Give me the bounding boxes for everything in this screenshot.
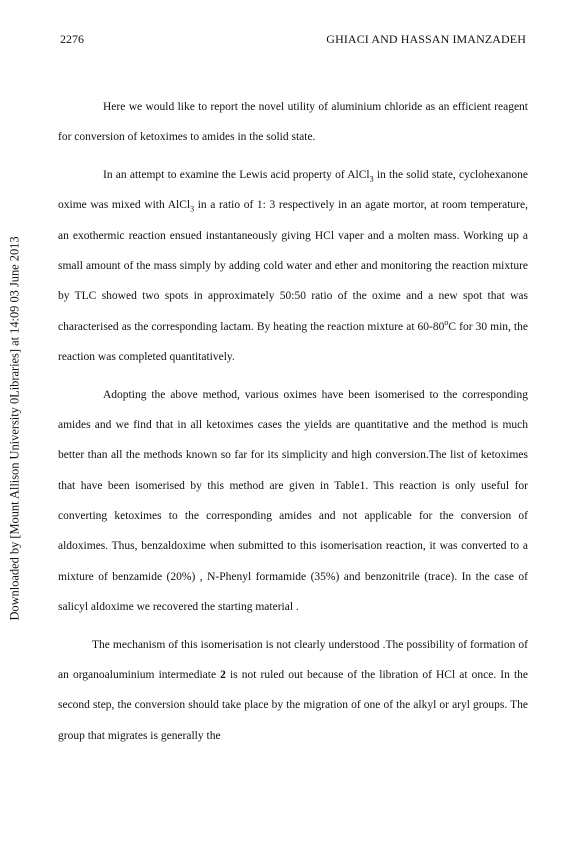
paragraph-4-part-a: The mechanism of this isomerisation is not clearly understood .The possibility of formation of an organoaluminium intermediate xyxy=(58,638,528,682)
paragraph-2-part-c: in a ratio of 1: 3 respectively in an agate mortor, at room temperature, an exothermic reaction ensued instantaneously giving HCl vaper and a molten mass. Working up a small amount of the mass simply by adding cold water and ether and monitoring the reaction mixture by TLC showed two spots in approximately 50:50 ratio of the oxime and a new spot that was characterised as the corresponding lactam. By heating the reaction mixture at 60-80 xyxy=(58,199,528,333)
paragraph-2 xyxy=(58,160,528,372)
download-notice-text: Downloaded by [Mount Allison University 0Libraries] at 14:09 03 June 2013 xyxy=(7,235,22,621)
subscript-3: 3 xyxy=(190,204,195,214)
paragraph-2-part-d: C for 30 min, the reaction was completed quantitatively. xyxy=(58,320,528,363)
page-number: 2276 xyxy=(60,32,84,46)
paragraph-4 xyxy=(58,630,528,751)
paragraph-3: Adopting the above method, various oximes have been isomerised to the corresponding amides and we find that in all ketoximes cases the yields are quantitative and the method is much better than all the methods known so far for its simplicity and high conversion.The list of ketoximes that have been isomerised by this method are given in Table1. This reaction is only useful for converting ketoximes to the corresponding amides and not applicable for the conversion of aldoximes. Thus, benzaldoxime when submitted to this isomerisation reaction, it was converted to a mixture of benzamide (20%) , N-Phenyl formamide (35%) and benzonitrile (trace). In the case of salicyl aldoxime we recovered the starting material . xyxy=(58,388,528,613)
compound-number: 2 xyxy=(220,669,226,682)
running-title: GHIACI AND HASSAN IMANZADEH xyxy=(326,32,526,46)
body-text xyxy=(58,92,528,759)
paragraph-4-part-b: is not ruled out because of the libration of HCl at once. In the second step, the conversion should take place by the migration of one of the alkyl or aryl groups. The group that migrates is generally the xyxy=(58,669,528,742)
running-header xyxy=(60,30,526,48)
subscript-3: 3 xyxy=(369,174,374,184)
paragraph-2-part-b: in the solid state, cyclohexanone oxime was mixed with AlCl xyxy=(58,169,528,212)
paragraph-2-part-a: In an attempt to examine the Lewis acid property of AlCl xyxy=(103,169,370,182)
paragraph-1: Here we would like to report the novel utility of aluminium chloride as an efficient reagent for conversion of ketoximes to amides in the solid state. xyxy=(58,101,528,144)
degree-sign: o xyxy=(444,317,449,327)
download-watermark xyxy=(4,218,26,638)
